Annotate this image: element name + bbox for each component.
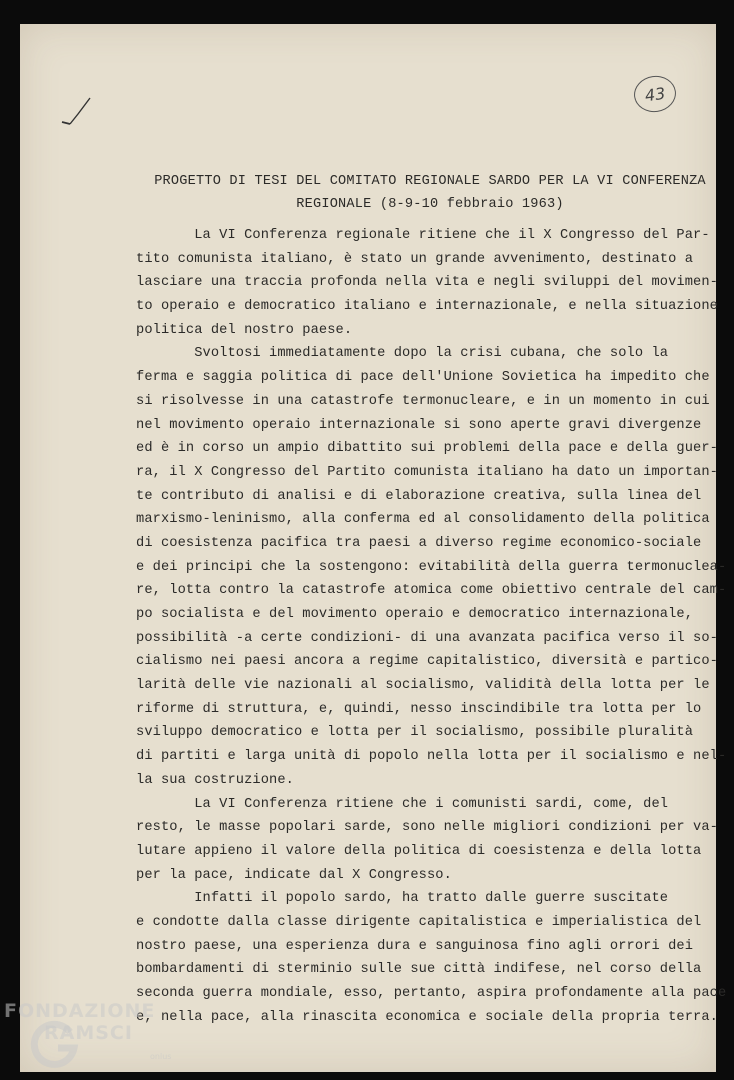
text-line: larità delle vie nazionali al socialismo, validità della lotta per le xyxy=(136,678,710,694)
text-line: seconda guerra mondiale, esso, pertanto, aspira profondamente alla pace xyxy=(136,986,727,1001)
text-line: bombardamenti di sterminio sulle sue città indifese, nel corso della xyxy=(136,962,702,978)
text-line: tito comunista italiano, è stato un grande avvenimento, destinato a xyxy=(136,251,694,267)
text-line: nostro paese, una esperienza dura e sanguinosa fino agli orrori dei xyxy=(136,938,694,954)
text-line: ra, il X Congresso del Partito comunista italiano ha dato un importan- xyxy=(136,464,718,480)
fondazione-gramsci-watermark xyxy=(4,1000,204,1076)
text-line: di partiti e larga unità di popolo nella lotta per il socialismo e nel- xyxy=(136,749,727,765)
text-line: Svoltosi immediatamente dopo la crisi cubana, che solo la xyxy=(136,346,669,362)
text-line: possibilità -a certe condizioni- di una avanzata pacifica verso il so- xyxy=(136,630,718,646)
text-line: lasciare una traccia profonda nella vita e negli sviluppi del movimen- xyxy=(136,275,718,291)
text-line: per la pace, indicate dal X Congresso. xyxy=(136,867,452,883)
text-line: riforme di struttura, e, quindi, nesso inscindibile tra lotta per lo xyxy=(136,701,702,717)
text-line: e dei principi che la sostengono: evitabilità della guerra termonuclea- xyxy=(136,559,727,575)
handwritten-page-number: 43 xyxy=(632,73,679,114)
text-line: po socialista e del movimento operaio e democratico internazionale, xyxy=(136,607,694,622)
text-line: te contributo di analisi e di elaborazione creativa, sulla linea del xyxy=(136,488,702,504)
document-page xyxy=(20,24,727,1072)
text-line: lutare appieno il valore della politica di coesistenza e della lotta xyxy=(136,843,702,859)
watermark-line2: RAMSCI xyxy=(44,1022,133,1044)
text-line: to operaio e democratico italiano e internazionale, e nella situazione xyxy=(136,299,718,315)
document-body xyxy=(136,224,727,1029)
document-title: PROGETTO DI TESI DEL COMITATO REGIONALE SARDO PER LA VI CONFERENZA REGIONALE (8-9-10 febbraio 1963) xyxy=(154,174,706,212)
text-line: marxismo-leninismo, alla conferma ed al consolidamento della politica xyxy=(136,512,710,528)
text-line: ed è in corso un ampio dibattito sui problemi della pace e della guer- xyxy=(136,441,718,457)
text-line: Infatti il popolo sardo, ha tratto dalle guerre suscitate xyxy=(136,891,669,907)
text-line: La VI Conferenza ritiene che i comunisti sardi, come, del xyxy=(136,796,669,812)
text-line: cialismo nei paesi ancora a regime capitalistico, diversità e partico- xyxy=(136,654,718,670)
text-line: di coesistenza pacifica tra paesi a diverso regime economico-sociale xyxy=(136,535,702,551)
text-line: e, nella pace, alla rinascita economica e sociale della propria terra. xyxy=(136,1009,718,1025)
text-line: ferma e saggia politica di pace dell'Unione Sovietica ha impedito che xyxy=(136,370,710,386)
watermark-sub: onlus xyxy=(150,1052,172,1061)
text-line: si risolvesse in una catastrofe termonucleare, e in un momento in cui xyxy=(136,393,710,409)
text-line: politica del nostro paese. xyxy=(136,322,353,338)
pencil-mark xyxy=(60,94,94,130)
text-line: e condotte dalla classe dirigente capitalistica e imperialistica del xyxy=(136,914,702,930)
text-line: re, lotta contro la catastrofe atomica come obiettivo centrale del cam- xyxy=(136,583,727,599)
watermark-line1: FONDAZIONE xyxy=(4,1000,156,1022)
text-line: nel movimento operaio internazionale si sono aperte gravi divergenze xyxy=(136,417,702,433)
text-line: resto, le masse popolari sarde, sono nelle migliori condizioni per va- xyxy=(136,820,718,836)
text-line: La VI Conferenza regionale ritiene che il X Congresso del Par- xyxy=(136,228,710,243)
text-line: la sua costruzione. xyxy=(136,772,294,788)
text-line: sviluppo democratico e lotta per il socialismo, possibile pluralità xyxy=(136,725,694,741)
